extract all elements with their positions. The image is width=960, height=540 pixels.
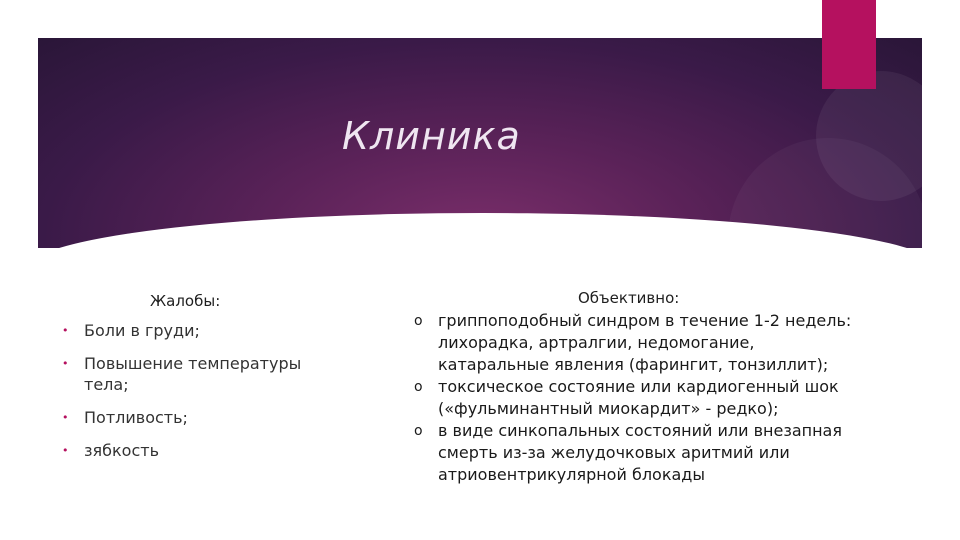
bullet-icon: •: [62, 411, 69, 424]
list-item: o токсическое состояние или кардиогенный шок («фульминантный миокардит» - редко);: [414, 377, 839, 418]
bullet-icon: •: [62, 324, 69, 337]
complaints-heading: Жалобы:: [150, 292, 221, 310]
bullet-icon: •: [62, 444, 69, 457]
bullet-icon: •: [62, 357, 69, 370]
list-item: • зябкость: [62, 441, 159, 460]
list-item: • Повышение температуры тела;: [62, 354, 302, 394]
slide-title: Клиника: [342, 114, 521, 158]
list-item: o в виде синкопальных состояний или внезапная смерть из-за желудочковых аритмий или атриовентрикулярной блокады: [414, 421, 842, 484]
circle-bullet-icon: o: [414, 313, 423, 329]
circle-bullet-icon: o: [414, 423, 423, 439]
complaints-list: [62, 320, 332, 473]
accent-bar: [822, 0, 876, 89]
list-item: • Потливость;: [62, 408, 188, 427]
circle-bullet-icon: o: [414, 379, 423, 395]
list-item: o гриппоподобный синдром в течение 1-2 недель: лихорадка, артралгии, недомогание, катаральные явления (фарингит, тонзиллит);: [414, 311, 852, 374]
objective-heading: Объективно:: [578, 289, 680, 307]
list-item: • Боли в груди;: [62, 321, 200, 340]
objective-list: [414, 310, 854, 486]
